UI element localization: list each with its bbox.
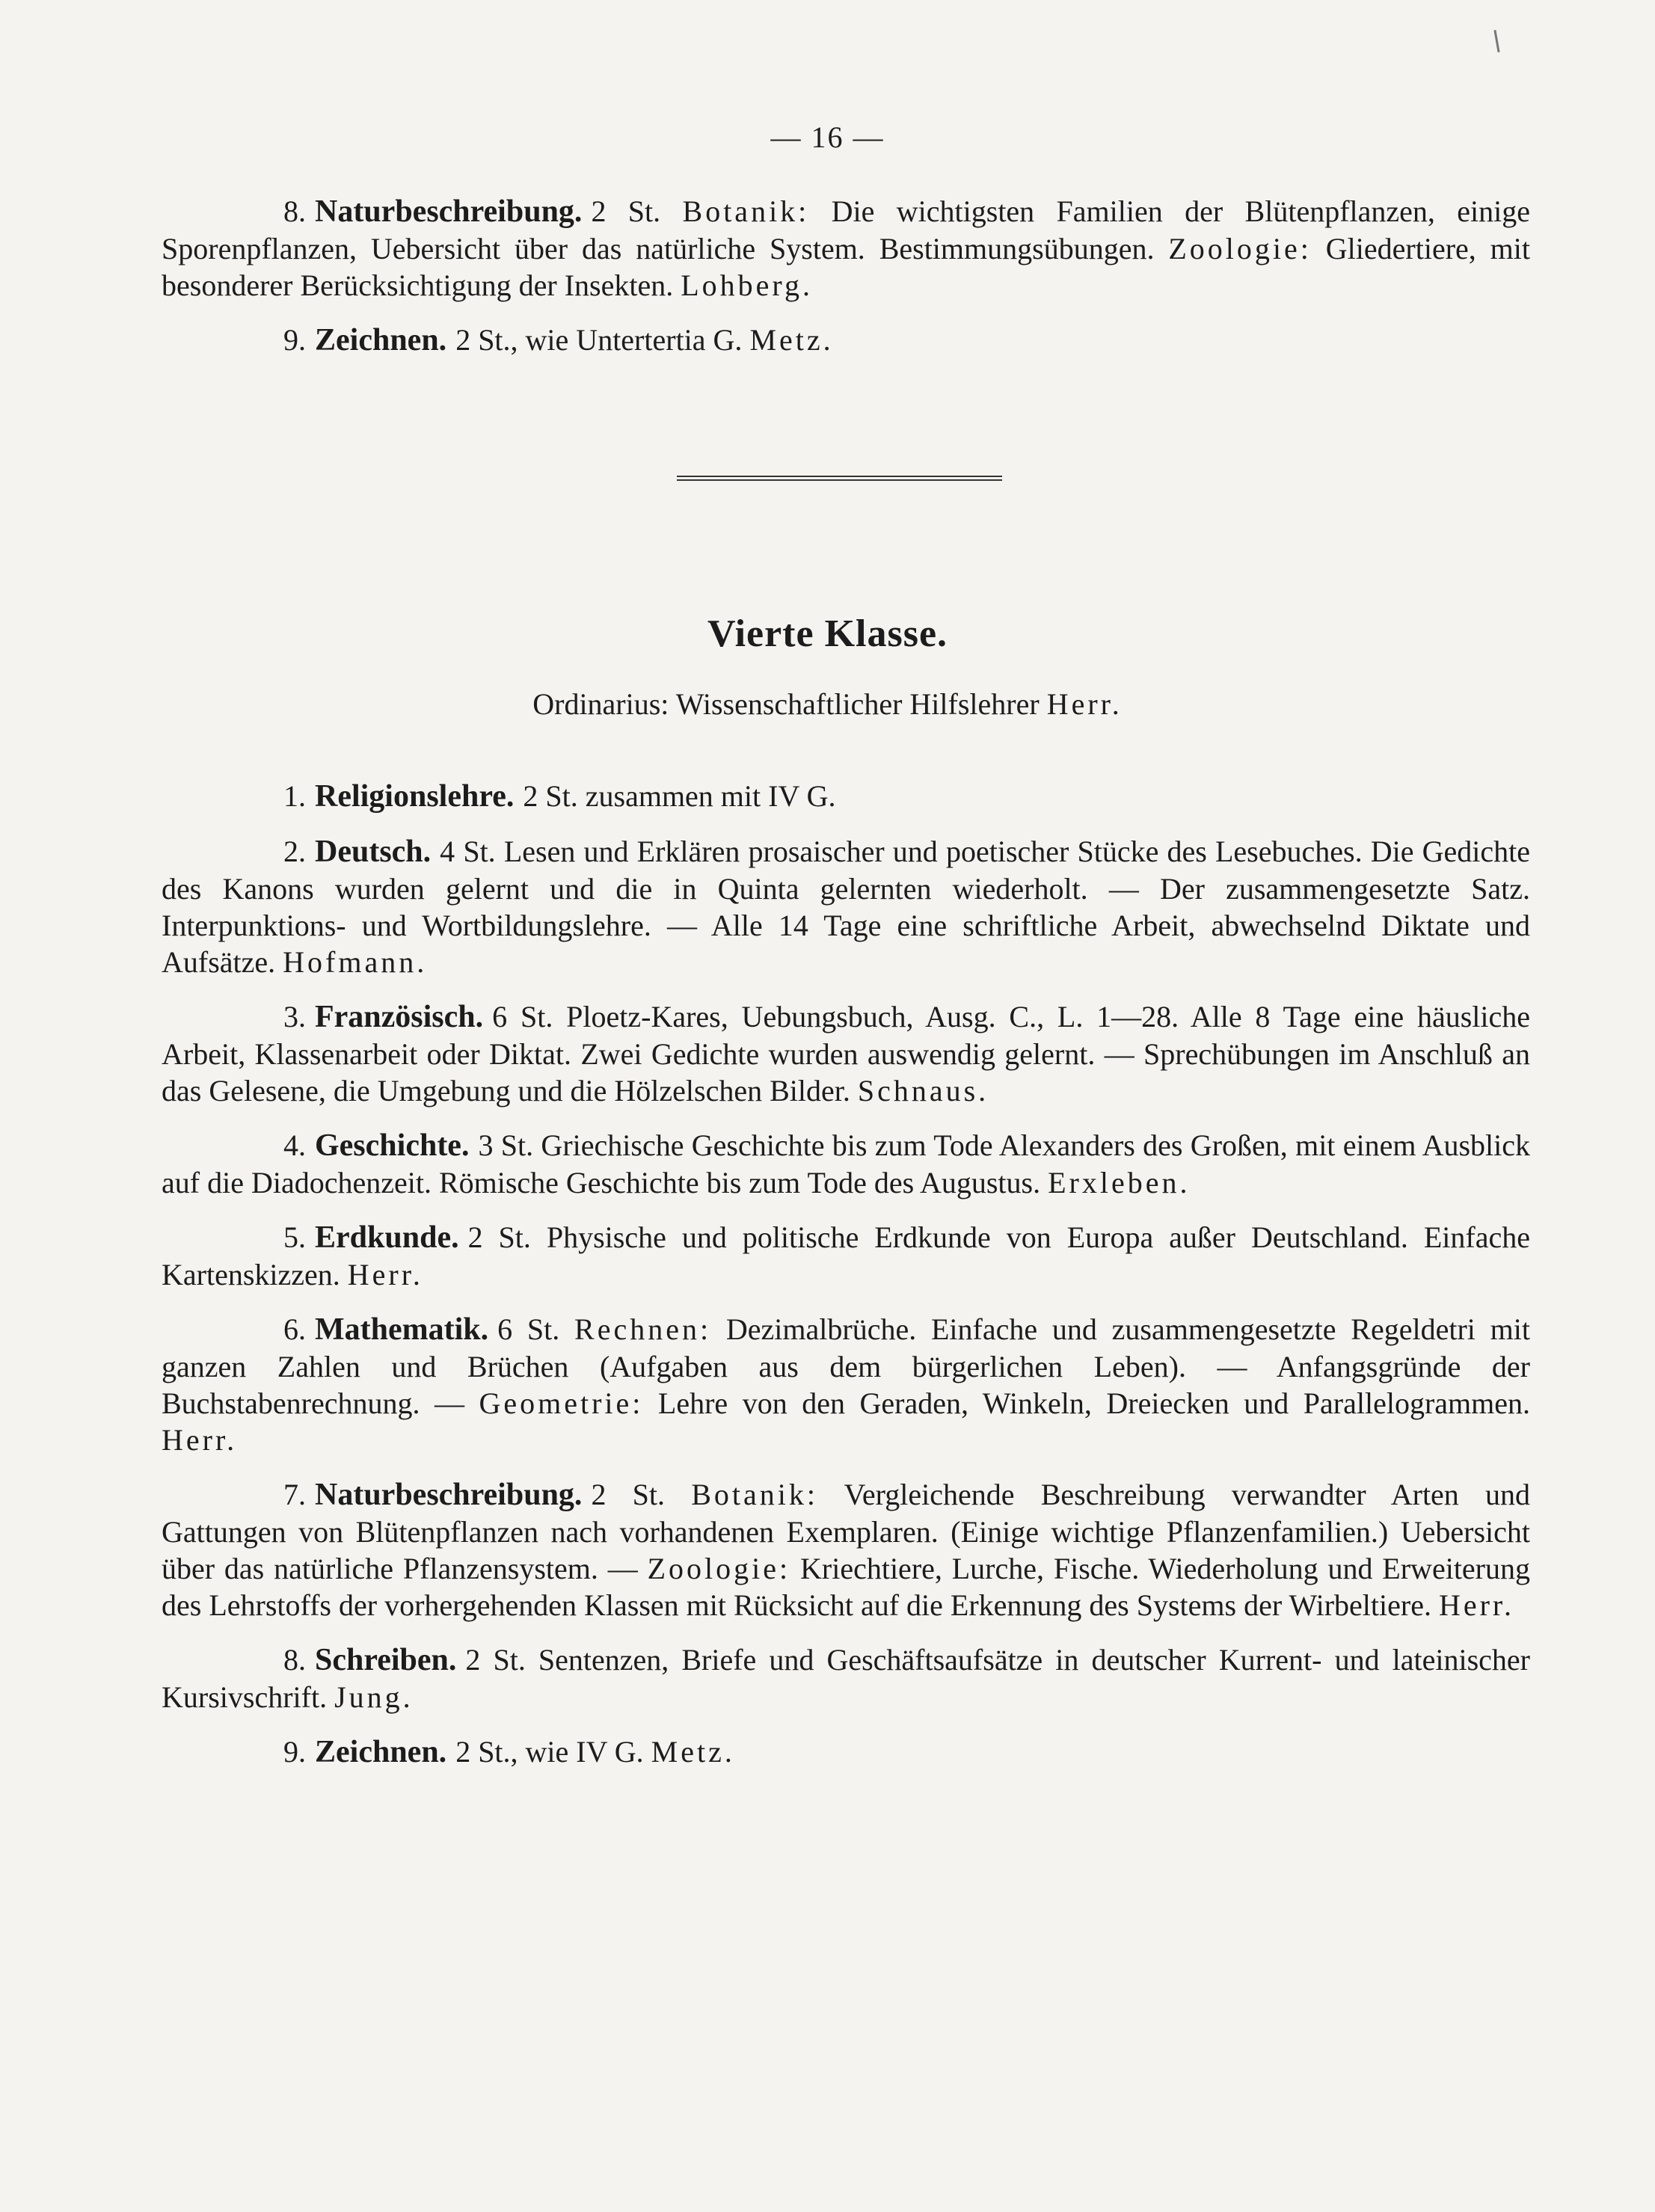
section-heading: Vierte Klasse. (707, 612, 948, 655)
subject-title: Geschichte. (315, 1128, 470, 1163)
subject-paragraph: 9. Zeichnen. 2 St., wie IV G. Metz. (283, 1735, 735, 1769)
subject-paragraph: 1. Religionslehre. 2 St. zusammen mit IV G. (283, 779, 836, 814)
section-divider (677, 476, 1002, 481)
teacher-name: Metz. (651, 1735, 735, 1769)
subject-title: Mathematik. (315, 1312, 489, 1347)
ordinarius-line: Ordinarius: Wissenschaftlicher Hilfslehrer Herr. (532, 687, 1123, 721)
teacher-name: Hofmann. (283, 945, 428, 979)
page-number: — 16 — (770, 120, 885, 154)
subject-paragraph: 3. Französisch. 6 St. Ploetz-Kares, Uebungsbuch, Ausg. C., L. 1—28. Alle 8 Tage eine häusliche Arbeit, Klassenarbeit oder Diktat. Zwei Gedichte wurden auswendig gelernt. — Sprechübungen im Anschluß an das Gelesene, die Umgebung und die Hölzelschen Bilder. Schnaus. (162, 1000, 1530, 1107)
top-section (162, 193, 1530, 377)
teacher-name: Herr. (162, 1423, 238, 1457)
subject-term: Zoologie: (1168, 232, 1312, 265)
subject-paragraph: 4. Geschichte. 3 St. Griechische Geschichte bis zum Tode Alexanders des Großen, mit einem Ausblick auf die Diadochenzeit. Römische Geschichte bis zum Tode des Augustus. Erxleben. (162, 1128, 1530, 1199)
subject-paragraph: 5. Erdkunde. 2 St. Physische und politische Erdkunde von Europa außer Deutschland. Einfache Kartenskizzen. Herr. (162, 1220, 1530, 1291)
subject-title: Zeichnen. (315, 1735, 447, 1769)
teacher-name: Jung. (334, 1680, 414, 1714)
subject-title: Religionslehre. (315, 779, 515, 814)
subject-paragraph: 6. Mathematik. 6 St. Rechnen: Dezimalbrüche. Einfache und zusammengesetzte Regeldetri mit ganzen Zahlen und Brüchen (Aufgaben aus dem bürgerlichen Leben). — Anfangsgründe der Buchstabenrechnung. — Geometrie: Lehre von den Geraden, Winkeln, Dreiecken und Parallelogrammen. Herr. (162, 1312, 1530, 1457)
teacher-name: Herr. (1438, 1588, 1515, 1622)
subject-paragraph: 8. Naturbeschreibung. 2 St. Botanik: Die wichtigsten Familien der Blütenpflanzen, einige Sporenpflanzen, Uebersicht über das natürliche System. Bestimmungsübungen. Zoologie: Gliedertiere, mit besonderer Berücksichtigung der Insekten. Lohberg. (162, 194, 1530, 302)
teacher-name: Lohberg. (681, 268, 814, 302)
subject-title: Französisch. (315, 1000, 484, 1034)
subject-term: Botanik: (691, 1478, 818, 1511)
teacher-name: Erxleben. (1048, 1166, 1191, 1199)
subject-title: Erdkunde. (315, 1220, 459, 1255)
subject-term: Geometrie: (479, 1386, 644, 1420)
subject-paragraph: 7. Naturbeschreibung. 2 St. Botanik: Vergleichende Beschreibung verwandter Arten und Gattungen von Blütenpflanzen nach vorhandenen Exemplaren. (Einige wichtige Pflanzenfamilien.) Uebersicht über das natürliche Pflanzensystem. — Zoologie: Kriechtiere, Lurche, Fische. Wiederholung und Erweiterung des Lehrstoffs der vorhergehenden Klassen mit Rücksicht auf die Erkennung des Systems der Wirbeltiere. Herr. (162, 1478, 1531, 1622)
subject-title: Schreiben. (315, 1643, 457, 1677)
teacher-name: Schnaus. (857, 1074, 989, 1107)
subject-title: Naturbeschreibung. (315, 1478, 583, 1512)
teacher-name: Herr. (1046, 687, 1123, 721)
teacher-name: Metz. (749, 323, 834, 357)
subject-term: Rechnen: (574, 1312, 712, 1346)
subject-paragraph: 9. Zeichnen. 2 St., wie Untertertia G. Metz. (283, 323, 834, 357)
teacher-name: Herr. (347, 1258, 423, 1291)
subject-title: Zeichnen. (315, 323, 447, 357)
subject-term: Zoologie: (647, 1552, 791, 1585)
subject-title: Naturbeschreibung. (315, 194, 583, 229)
subject-paragraph: 8. Schreiben. 2 St. Sentenzen, Briefe und Geschäftsaufsätze in deutscher Kurrent- und lateinischer Kursivschrift. Jung. (162, 1643, 1530, 1714)
scan-mark (1493, 30, 1499, 52)
subject-paragraph: 2. Deutsch. 4 St. Lesen und Erklären prosaischer und poetischer Stücke des Lesebuches. Die Gedichte des Kanons wurden gelernt und die in Quinta gelernten wiederholt. — Der zusammengesetzte Satz. Interpunktions- und Wortbildungslehre. — Alle 14 Tage eine schriftliche Arbeit, abwechselnd Diktate und Aufsätze. Hofmann. (162, 835, 1530, 979)
subject-term: Botanik: (682, 194, 810, 228)
subject-title: Deutsch. (315, 835, 432, 869)
subjects-list (162, 778, 1530, 1789)
